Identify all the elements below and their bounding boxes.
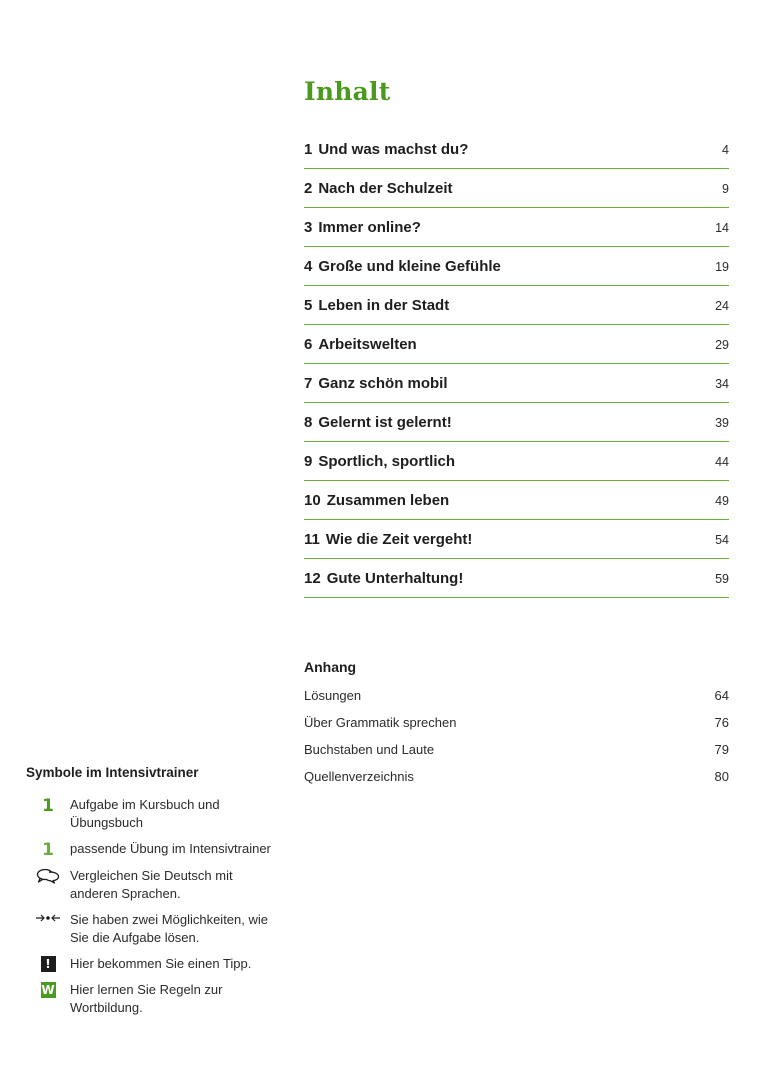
toc-entry-number: 1 (304, 140, 313, 158)
appendix-entry-loesungen[interactable] (304, 682, 729, 709)
symbol-legend-item (26, 981, 271, 1017)
appendix-entry-page: 64 (714, 688, 729, 703)
toc-entry-page: 24 (715, 298, 729, 313)
appendix-entry-laute[interactable] (304, 736, 729, 763)
toc-entry-number: 2 (304, 179, 313, 197)
toc-entry-6[interactable] (304, 325, 729, 364)
toc-entry-number: 5 (304, 296, 313, 314)
appendix-entry-quellen[interactable] (304, 763, 729, 790)
toc-entry-page: 49 (715, 493, 729, 508)
toc-entry-page: 19 (715, 259, 729, 274)
number-one-dark-green-icon: 1 (42, 796, 54, 816)
toc-entry-page: 4 (722, 142, 729, 157)
toc-entry-title: Und was machst du? (318, 140, 469, 158)
toc-entry-7[interactable] (304, 364, 729, 403)
toc-entry-title: Zusammen leben (326, 491, 450, 509)
toc-entry-8[interactable] (304, 403, 729, 442)
toc-entry-10[interactable] (304, 481, 729, 520)
toc-entry-title: Wie die Zeit vergeht! (325, 530, 473, 548)
appendix-entry-page: 80 (714, 769, 729, 784)
symbol-legend-item (26, 911, 271, 947)
toc-entry-number: 3 (304, 218, 313, 236)
toc-entry-number: 6 (304, 335, 313, 353)
page-title: Inhalt (304, 77, 391, 106)
toc-entry-9[interactable] (304, 442, 729, 481)
w-box-icon: W (41, 983, 55, 997)
appendix-section (304, 656, 729, 790)
toc-entry-title: Arbeitswelten (318, 335, 417, 353)
toc-entry-page: 39 (715, 415, 729, 430)
symbol-description: Hier bekommen Sie einen Tipp. (70, 956, 252, 971)
toc-entry-number: 8 (304, 413, 313, 431)
appendix-entry-label: Über Grammatik sprechen (304, 715, 457, 730)
toc-entry-number: 12 (304, 569, 321, 587)
toc-entry-12[interactable] (304, 559, 729, 598)
toc-entry-page: 44 (715, 454, 729, 469)
toc-entry-page: 14 (715, 220, 729, 235)
toc-entry-page: 54 (715, 532, 729, 547)
two-options-arrows-icon (35, 912, 61, 924)
toc-entry-title: Leben in der Stadt (318, 296, 450, 314)
symbol-legend-item (26, 796, 271, 832)
toc-entry-title: Gute Unterhaltung! (326, 569, 464, 587)
toc-entry-11[interactable] (304, 520, 729, 559)
appendix-entry-label: Lösungen (304, 688, 362, 703)
toc-entry-3[interactable] (304, 208, 729, 247)
table-of-contents (304, 130, 729, 598)
appendix-entry-page: 76 (714, 715, 729, 730)
symbol-description: Aufgabe im Kursbuch und Übungsbuch (70, 797, 220, 830)
toc-entry-page: 59 (715, 571, 729, 586)
appendix-entry-page: 79 (714, 742, 729, 757)
toc-entry-1[interactable] (304, 130, 729, 169)
symbol-description: Vergleichen Sie Deutsch mit anderen Sprachen. (70, 868, 233, 901)
toc-entry-page: 34 (715, 376, 729, 391)
symbol-description: passende Übung im Intensivtrainer (70, 841, 271, 856)
toc-entry-title: Nach der Schulzeit (318, 179, 453, 197)
symbol-description: Hier lernen Sie Regeln zur Wortbildung. (70, 982, 223, 1015)
toc-entry-title: Ganz schön mobil (318, 374, 448, 392)
toc-entry-page: 29 (715, 337, 729, 352)
toc-entry-number: 4 (304, 257, 313, 275)
symbol-legend (26, 765, 271, 1025)
toc-entry-title: Große und kleine Gefühle (318, 257, 501, 275)
toc-entry-number: 9 (304, 452, 313, 470)
toc-entry-2[interactable] (304, 169, 729, 208)
toc-entry-title: Sportlich, sportlich (318, 452, 456, 470)
appendix-title: Anhang (304, 659, 357, 675)
toc-entry-number: 11 (304, 530, 320, 548)
symbol-legend-title: Symbole im Intensivtrainer (26, 765, 199, 780)
appendix-entry-label: Buchstaben und Laute (304, 742, 435, 757)
speech-bubbles-icon (36, 868, 60, 884)
number-one-light-green-icon: 1 (42, 840, 54, 860)
symbol-description: Sie haben zwei Möglichkeiten, wie Sie die Aufgabe lösen. (70, 912, 268, 945)
exclamation-box-icon: ! (41, 956, 56, 972)
symbol-legend-item (26, 840, 271, 859)
toc-entry-5[interactable] (304, 286, 729, 325)
toc-entry-title: Immer online? (318, 218, 421, 236)
toc-entry-4[interactable] (304, 247, 729, 286)
toc-entry-number: 10 (304, 491, 321, 509)
toc-entry-title: Gelernt ist gelernt! (318, 413, 452, 431)
toc-entry-page: 9 (722, 181, 729, 196)
symbol-legend-item (26, 867, 271, 903)
symbol-legend-item (26, 955, 271, 973)
appendix-entry-label: Quellenverzeichnis (304, 769, 414, 784)
appendix-entry-grammatik[interactable] (304, 709, 729, 736)
toc-entry-number: 7 (304, 374, 313, 392)
